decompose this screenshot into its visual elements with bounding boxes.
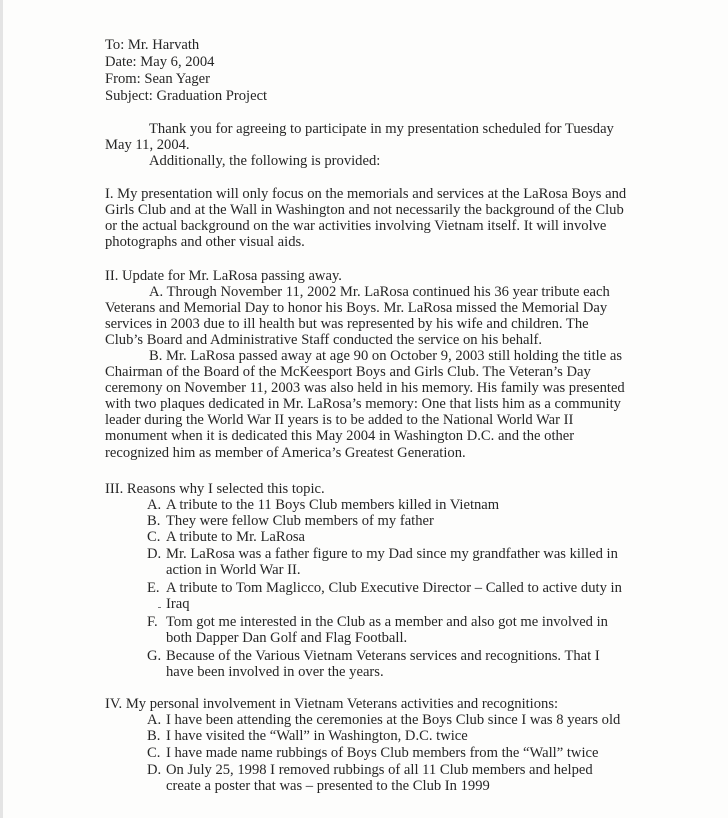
section2-line: leader during the World War II years is to be added to the National World War II [105, 412, 574, 428]
memo-subject: Subject: Graduation Project [105, 88, 268, 104]
section3-heading: III. Reasons why I selected this topic. [105, 481, 325, 497]
list-item-continuation: both Dapper Dan Golf and Flag Football. [166, 630, 408, 646]
section2-line: ceremony on November 11, 2003 was also held in his memory. His family was presented [105, 380, 625, 396]
list-item-continuation: Iraq [166, 596, 190, 612]
list-item-continuation: action in World War II. [166, 562, 301, 578]
list-item: A. I have been attending the ceremonies at the Boys Club since I was 8 years old [147, 712, 621, 728]
section2-line: monument when it is dedicated this May 2004 in Washington D.C. and the other [105, 428, 575, 444]
page-edge [0, 0, 3, 818]
list-item: F. Tom got me interested in the Club as a member and also got me involved in [147, 614, 608, 630]
list-item: C. A tribute to Mr. LaRosa [147, 529, 306, 545]
section2-line: Chairman of the Board of the McKeesport Boys and Girls Club. The Veteran’s Day [105, 364, 591, 380]
list-item: B. They were fellow Club members of my father [147, 513, 434, 529]
section2-line: Veterans and Memorial Day to honor his Boys. Mr. LaRosa missed the Memorial Day [105, 300, 608, 316]
section2-heading: II. Update for Mr. LaRosa passing away. [105, 268, 342, 284]
list-item: C. I have made name rubbings of Boys Club members from the “Wall” twice [147, 745, 599, 761]
list-item: G. Because of the Various Vietnam Veterans services and recognitions. That I [147, 648, 600, 664]
list-item: D. On July 25, 1998 I removed rubbings of all 11 Club members and helped [147, 762, 593, 778]
section1-line: or the actual background on the war activities involving Vietnam itself. It will involve [105, 218, 607, 234]
list-item: A. A tribute to the 11 Boys Club members killed in Vietnam [147, 497, 500, 513]
intro-line: Thank you for agreeing to participate in my presentation scheduled for Tuesday [149, 121, 614, 137]
list-item-continuation: have been involved in over the years. [166, 664, 384, 680]
list-item: D. Mr. LaRosa was a father figure to my Dad since my grandfather was killed in [147, 546, 618, 562]
section4-heading: IV. My personal involvement in Vietnam Veterans activities and recognitions: [105, 696, 559, 712]
section2-line: A. Through November 11, 2002 Mr. LaRosa continued his 36 year tribute each [149, 284, 610, 300]
section1-line: photographs and other visual aids. [105, 234, 305, 250]
list-item-continuation: create a poster that was – presented to the Club In 1999 [166, 778, 490, 794]
list-item: E. A tribute to Tom Maglicco, Club Executive Director – Called to active duty in [147, 580, 622, 596]
section2-line: Club’s Board and Administrative Staff conducted the service on his behalf. [105, 332, 543, 348]
section2-line: recognized him as member of America’s Greatest Generation. [105, 445, 466, 461]
intro-line: May 11, 2004. [105, 137, 190, 153]
memo-from: From: Sean Yager [105, 71, 210, 87]
list-item: B. I have visited the “Wall” in Washington, D.C. twice [147, 728, 468, 744]
memo-to: To: Mr. Harvath [105, 37, 200, 53]
intro-line: Additionally, the following is provided: [149, 153, 381, 169]
section1-line: Girls Club and at the Wall in Washington and not necessarily the background of the Club [105, 202, 624, 218]
section2-line: services in 2003 due to ill health but was represented by his wife and children. The [105, 316, 589, 332]
section1-line: I. My presentation will only focus on the memorials and services at the LaRosa Boys and [105, 186, 627, 202]
section2-line: B. Mr. LaRosa passed away at age 90 on October 9, 2003 still holding the title as [149, 348, 622, 364]
memo-date: Date: May 6, 2004 [105, 54, 215, 70]
section2-line: with two plaques dedicated in Mr. LaRosa’s memory: One that lists him as a community [105, 396, 621, 412]
scan-speck [158, 607, 161, 608]
